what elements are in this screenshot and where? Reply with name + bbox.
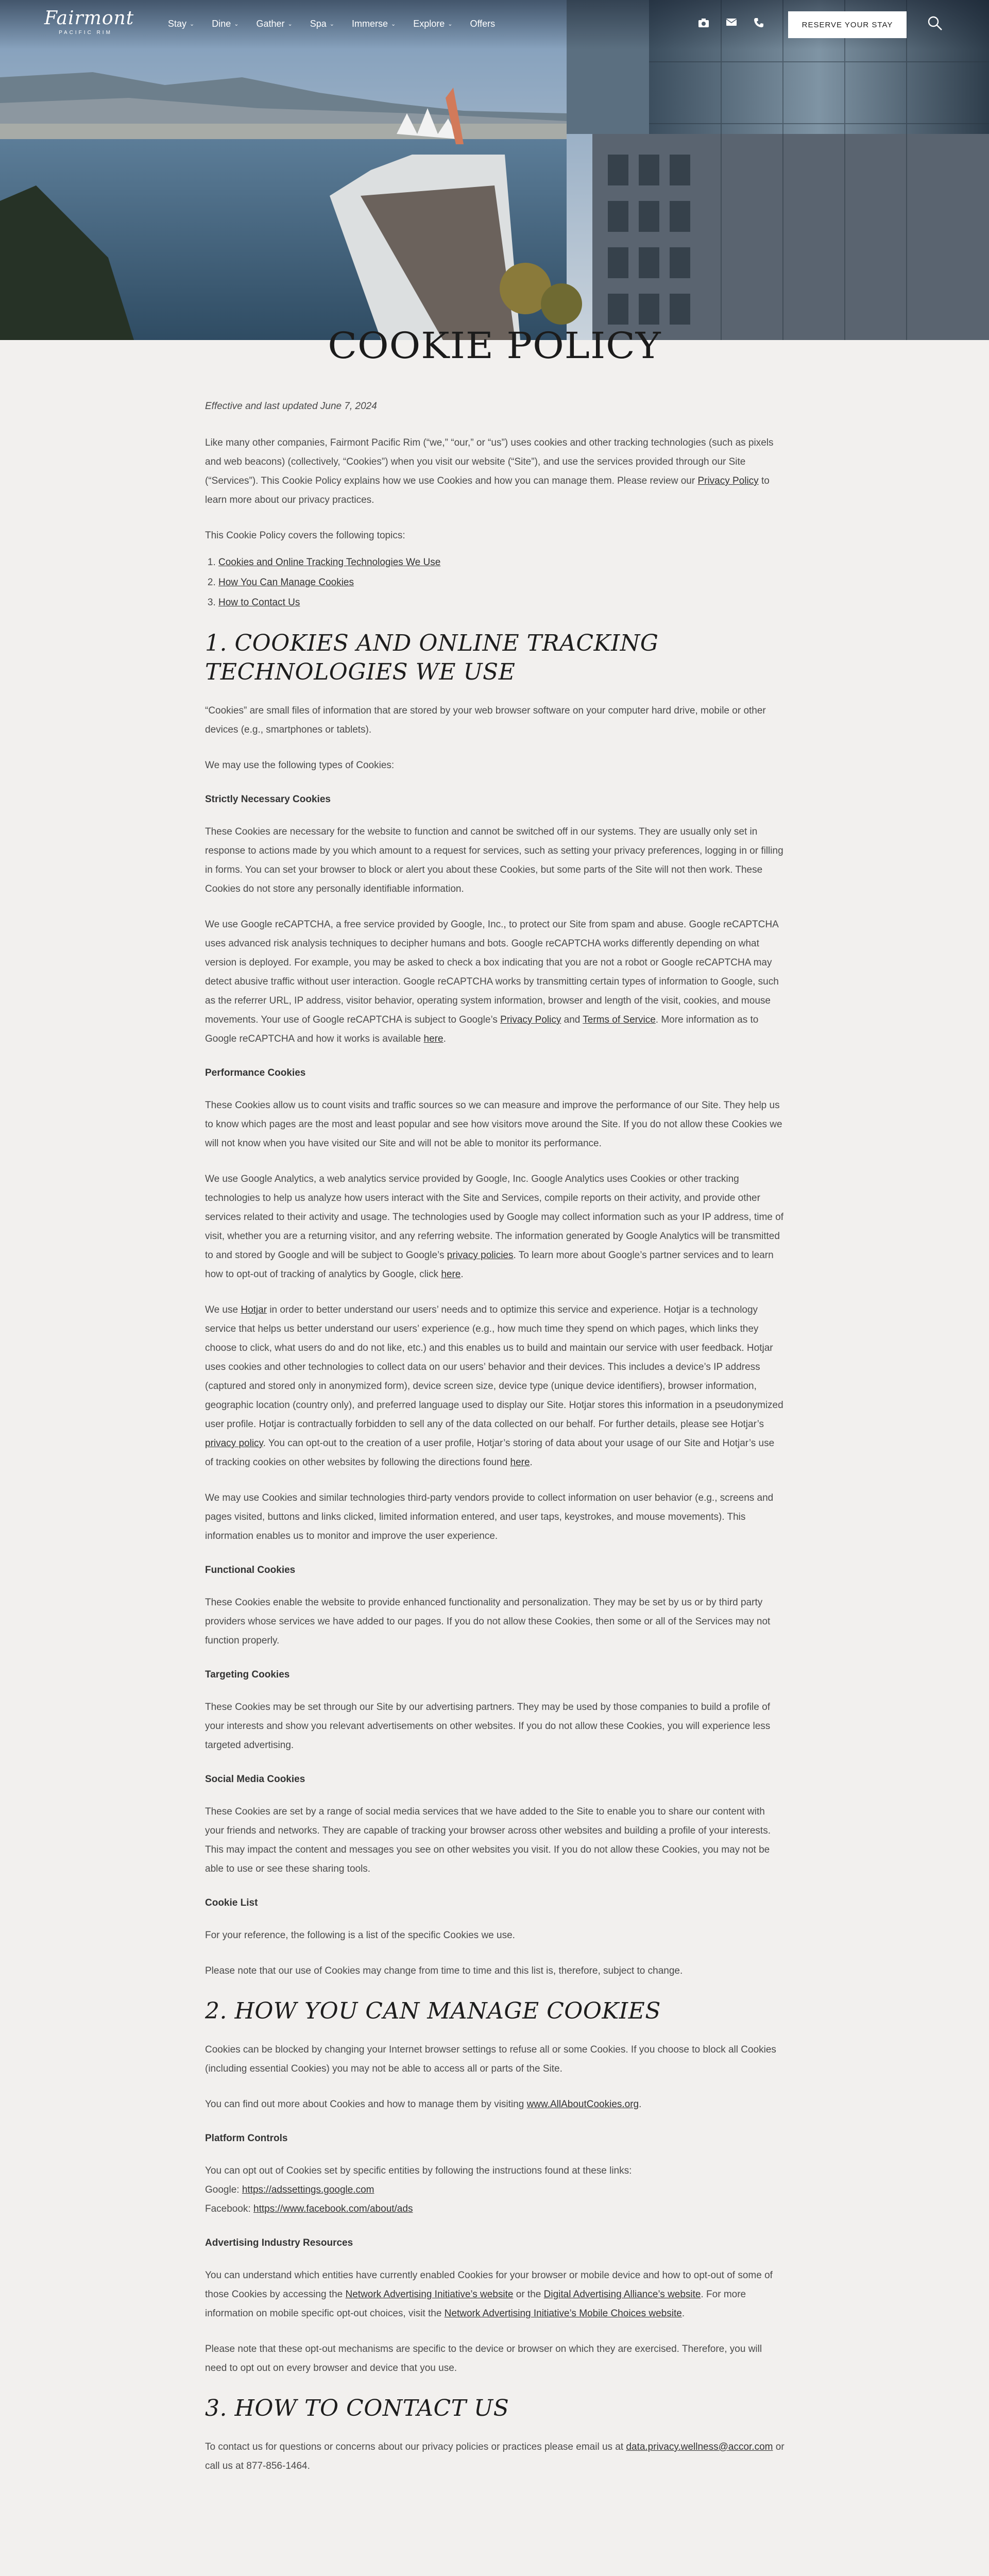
fairmont-logo[interactable]: [44, 8, 134, 41]
chevron-down-icon: ⌄: [448, 21, 453, 27]
nav-item-label: Spa: [310, 19, 327, 29]
hero-image: [0, 0, 989, 340]
nav-item-label: Stay: [168, 19, 187, 29]
nav-item-immerse[interactable]: [352, 19, 396, 29]
chevron-down-icon: ⌄: [234, 21, 239, 27]
main-menu: [168, 19, 513, 29]
paragraph-text: We use: [205, 1304, 241, 1315]
list-item: [218, 572, 785, 592]
nav-item-spa[interactable]: [310, 19, 334, 29]
logo-script: Fairmont: [44, 8, 134, 29]
cookie-list-heading: Cookie List: [205, 1897, 258, 1908]
hotjar-link[interactable]: Hotjar: [241, 1304, 267, 1315]
platform-controls-heading: Platform Controls: [205, 2133, 288, 2144]
section-1-heading: 1. COOKIES AND ONLINE TRACKING TECHNOLOGIES WE USE: [205, 630, 659, 685]
intro-paragraph: [205, 433, 785, 510]
topics-lead: This Cookie Policy covers the following topics:: [205, 530, 405, 541]
google-privacy-policies-link[interactable]: privacy policies: [447, 1250, 514, 1261]
nav-item-offers[interactable]: [470, 19, 495, 29]
paragraph: These Cookies are set by a range of social media services that we have added to the Site to enable you to share our content with your friends and networks. They are capable of tracking your browser across other websites and building a profile of your interests. This may impact the content and messages you see on other websites you visit. If you do not allow these Cookies, you may not be able to use or see these sharing tools.: [205, 1806, 771, 1874]
nav-item-label: Gather: [256, 19, 285, 29]
paragraph-text: or the: [513, 2289, 544, 2300]
google-privacy-policy-link[interactable]: Privacy Policy: [500, 1014, 561, 1025]
targeting-heading: Targeting Cookies: [205, 1669, 290, 1680]
google-label: Google:: [205, 2184, 242, 2195]
topic-link-cookies[interactable]: Cookies and Online Tracking Technologies We Use: [218, 557, 441, 568]
intro-text-end: to learn more about our privacy practices.: [205, 476, 770, 505]
nav-item-explore[interactable]: [413, 19, 452, 29]
policy-content: [205, 397, 785, 2492]
privacy-policy-link[interactable]: Privacy Policy: [697, 476, 759, 486]
topics-list: [205, 552, 785, 613]
paragraph: We may use Cookies and similar technologies third-party vendors provide to collect information on user behavior (e.g., screens and pages visited, buttons and links clicked, limited information entered, and user taps, keystrokes, and mouse movements). This information enables us to monitor and improve the user experience.: [205, 1493, 774, 1541]
nav-item-dine[interactable]: [212, 19, 238, 29]
chevron-down-icon: ⌄: [287, 21, 293, 27]
chevron-down-icon: ⌄: [329, 21, 334, 27]
hotjar-paragraph: We use Hotjar in order to better understand our users’ needs and to optimize this service and experience. Hotjar is a technology service that helps us better understand our users’ experience (e.g., how much time they spend on which pages, which links they choose to click, what users do and do not like, etc.) and this enables us to build and maintain our service with user feedback. Hotjar uses cookies and other technologies to collect data on our users’ behavior and their devices. This includes a device’s IP address (captured and stored only in anonymized form), device screen size, device type (unique device identifiers), browser information, geographic location (country only), and preferred language used to display our Site. Hotjar stores this information in a pseudonymized user profile. Hotjar is contractually forbidden to sell any of the data collected on our behalf. For further details, please see Hotjar’s privacy policy. You can opt-out to the creation of a user profile, Hotjar’s storing of data about your usage of our Site and Hotjar’s use of tracking cookies on other websites by following the directions found here.: [205, 1304, 783, 1468]
paragraph: “Cookies” are small files of information that are stored by your web browser software on your computer hard drive, mobile or other devices (e.g., smartphones or tablets).: [205, 705, 766, 735]
nav-item-label: Explore: [413, 19, 445, 29]
top-navigation: [0, 0, 989, 49]
section-2-heading: 2. HOW YOU CAN MANAGE COOKIES: [205, 1998, 661, 2024]
paragraph-text: . For more information on mobile specific opt-out choices, visit the: [205, 2289, 746, 2319]
recaptcha-here-link[interactable]: here: [423, 1033, 444, 1044]
effective-date: Effective and last updated June 7, 2024: [205, 401, 377, 412]
paragraph: These Cookies may be set through our Site by our advertising partners. They may be used by those companies to build a profile of your interests and show you relevant advertisements on other websites. If you do not allow these Cookies, you will experience less targeted advertising.: [205, 1702, 771, 1751]
strictly-necessary-heading: Strictly Necessary Cookies: [205, 794, 331, 805]
recaptcha-paragraph: We use Google reCAPTCHA, a free service provided by Google, Inc., to protect our Site from spam and abuse. Google reCAPTCHA uses advanced risk analysis techniques to decipher humans and bots. Google reCAPTCHA works differently depending on what version is deployed. For example, you may be asked to check a box indicating that you are not a robot or Google reCAPTCHA may detect abusive traffic without user interaction. Google reCAPTCHA works by transmitting certain types of information to Google, such as the referrer URL, IP address, visitor behavior, operating system information, browser and length of the visit, cookies, and mouse movements. Your use of Google reCAPTCHA is subject to Google’s Privacy Policy and Terms of Service. More information as to Google reCAPTCHA and how it works is available here.: [205, 919, 779, 1044]
paragraph-text: . You can opt-out to the creation of a user profile, Hotjar’s storing of data about your usage of our Site and Hotjar’s use of tracking cookies on other websites by following the directions found: [205, 1438, 775, 1468]
facebook-label: Facebook:: [205, 2204, 253, 2214]
search-icon[interactable]: [927, 15, 943, 31]
intro-text: Like many other companies, Fairmont Pacific Rim (“we,” “our,” or “us”) uses cookies and other tracking technologies (such as pixels and web beacons) (collectively, “Cookies”) when you visit our website (“Site”), and use the services provided through our Site (“Services”). This Cookie Policy explains how we use Cookies and how you can manage them. Please review our: [205, 437, 774, 486]
paragraph-text: You can find out more about Cookies and how to manage them by visiting: [205, 2099, 527, 2110]
platform-paragraph: [205, 2161, 785, 2218]
nai-website-link[interactable]: Network Advertising Initiative’s website: [345, 2289, 514, 2300]
google-ads-settings-link[interactable]: https://adssettings.google.com: [242, 2184, 374, 2195]
topic-link-contact[interactable]: How to Contact Us: [218, 597, 300, 608]
paragraph-text: . More information as to Google reCAPTCHA and how it works is available: [205, 1014, 759, 1044]
paragraph: Please note that our use of Cookies may change from time to time and this list is, therefore, subject to change.: [205, 1965, 683, 1976]
functional-heading: Functional Cookies: [205, 1565, 296, 1575]
nav-item-stay[interactable]: [168, 19, 194, 29]
performance-heading: Performance Cookies: [205, 1067, 306, 1078]
paragraph: For your reference, the following is a list of the specific Cookies we use.: [205, 1930, 515, 1941]
paragraph-text: in order to better understand our users’ needs and to optimize this service and experience. Hotjar is a technology service that helps us better understand our users’ experience (e.g., how much time they spend on which pages, which links they choose to click, what users do and do not like, etc.) and this enables us to build and maintain our service with user feedback. Hotjar uses cookies and other technologies to collect data on our users’ behavior and their devices. This includes a device’s IP address (captured and stored only in anonymized form), device screen size, device type (unique device identifiers), browser information, geographic location (country only), and preferred language used to display our Site. Hotjar stores this information in a pseudonymized user profile. Hotjar is contractually forbidden to sell any of the data collected on our behalf. For further details, please see Hotjar’s: [205, 1304, 783, 1430]
reserve-your-stay-button[interactable]: RESERVE YOUR STAY: [788, 11, 907, 38]
paragraph-text: You can understand which entities have currently enabled Cookies for your browser or mobile device and how to opt-out of some of those Cookies by accessing the: [205, 2270, 773, 2300]
page-title: COOKIE POLICY: [328, 325, 661, 367]
nav-item-label: Offers: [470, 19, 496, 29]
topic-link-manage[interactable]: How You Can Manage Cookies: [218, 577, 354, 588]
nav-icons: [698, 18, 766, 28]
nav-item-gather[interactable]: [257, 19, 293, 29]
paragraph: These Cookies are necessary for the website to function and cannot be switched off in our systems. They are usually only set in response to actions made by you which amount to a request for services, such as setting your privacy preferences, logging in or filling in forms. You can set your browser to block or alert you about these Cookies, but some parts of the Site will not then work. These Cookies do not store any personally identifiable information.: [205, 826, 783, 894]
list-item: [218, 552, 785, 572]
allaboutcookies-paragraph: You can find out more about Cookies and how to manage them by visiting www.AllAboutCookies.org.: [205, 2099, 642, 2110]
social-media-heading: Social Media Cookies: [205, 1774, 305, 1785]
paragraph: These Cookies allow us to count visits and traffic sources so we can measure and improve the performance of our Site. They help us to know which pages are the most and least popular and see how visitors move around the Site. If you do not allow these Cookies we will not know when you have visited our Site and will not be able to monitor its performance.: [205, 1100, 782, 1149]
list-item: [218, 592, 785, 613]
advertising-paragraph: You can understand which entities have currently enabled Cookies for your browser or mobile device and how to opt-out of some of those Cookies by accessing the Network Advertising Initiative’s website or the Digital Advertising Alliance’s website. For more information on mobile specific opt-out choices, visit the Network Advertising Initiative’s Mobile Choices website.: [205, 2270, 773, 2319]
paragraph-text: To contact us for questions or concerns about our privacy policies or practices please email us at: [205, 2442, 626, 2452]
section-3-heading: 3. HOW TO CONTACT US: [205, 2395, 509, 2421]
advertising-resources-heading: Advertising Industry Resources: [205, 2238, 353, 2248]
facebook-ads-link[interactable]: https://www.facebook.com/about/ads: [253, 2204, 413, 2214]
paragraph-text: You can opt out of Cookies set by specific entities by following the instructions found at these links:: [205, 2165, 632, 2176]
phone-icon[interactable]: [754, 18, 766, 28]
paragraph: These Cookies enable the website to provide enhanced functionality and personalization. They may be set by us or by third party providers whose services we have added to our pages. If you do not allow these Cookies, then some or all of the Services may not function properly.: [205, 1597, 771, 1646]
paragraph: Cookies can be blocked by changing your Internet browser settings to refuse all or some Cookies. If you choose to block all Cookies (including essential Cookies) you may not be able to access all or parts of the Site.: [205, 2044, 776, 2074]
paragraph-text: . To learn more about Google’s partner services and to learn how to opt-out of tracking of analytics by Google, click: [205, 1250, 774, 1280]
nav-item-label: Immerse: [352, 19, 388, 29]
nai-mobile-choices-link[interactable]: Network Advertising Initiative’s Mobile Choices website: [444, 2308, 682, 2319]
paragraph: We may use the following types of Cookies:: [205, 760, 395, 771]
harbour-photo: [0, 0, 989, 340]
camera-icon[interactable]: [698, 18, 710, 28]
logo-subtitle: PACIFIC RIM: [59, 30, 112, 36]
allaboutcookies-link[interactable]: www.AllAboutCookies.org: [526, 2099, 639, 2110]
daa-website-link[interactable]: Digital Advertising Alliance’s website: [543, 2289, 701, 2300]
chevron-down-icon: ⌄: [190, 21, 195, 27]
chevron-down-icon: ⌄: [391, 21, 396, 27]
mail-icon[interactable]: [726, 18, 738, 28]
contact-paragraph: [205, 2437, 785, 2476]
paragraph-text: We use Google reCAPTCHA, a free service provided by Google, Inc., to protect our Site from spam and abuse. Google reCAPTCHA uses advanced risk analysis techniques to decipher humans and bots. Google reCAPTCHA works differently depending on what version is deployed. For example, you may be asked to check a box indicating that you are not a robot or Google reCAPTCHA may detect abusive traffic without user interaction. Google reCAPTCHA works by transmitting certain types of information to Google, such as the referrer URL, IP address, visitor behavior, operating system information, browser and length of the visit, cookies, and mouse movements. Your use of Google reCAPTCHA is subject to Google’s: [205, 919, 779, 1025]
google-analytics-paragraph: We use Google Analytics, a web analytics service provided by Google, Inc. Google Analytics uses Cookies or other tracking technologies to help us analyze how users interact with the Site and Services, compile reports on their activity, and provide other services related to their activity and usage. The technologies used by Google may collect information such as your IP address, time of visit, whether you are a returning visitor, and any referring website. The information generated by Google Analytics will be transmitted to and stored by Google and will be subject to Google’s privacy policies. To learn more about Google’s partner services and to learn how to opt-out of tracking of analytics by Google, click here.: [205, 1174, 783, 1280]
hotjar-privacy-policy-link[interactable]: privacy policy: [205, 1438, 263, 1449]
privacy-email-link[interactable]: data.privacy.wellness@accor.com: [626, 2442, 773, 2452]
google-terms-link[interactable]: Terms of Service: [583, 1014, 656, 1025]
hotjar-here-link[interactable]: here: [510, 1457, 530, 1468]
paragraph-text: We use Google Analytics, a web analytics service provided by Google, Inc. Google Analytics uses Cookies or other tracking technologies to help us analyze how users interact with the Site and Services, compile reports on their activity, and provide other services related to their activity and usage. The technologies used by Google may collect information such as your IP address, time of visit, whether you are a returning visitor, and any referring website. The information generated by Google Analytics will be transmitted to and stored by Google and will be subject to Google’s: [205, 1174, 783, 1261]
paragraph: Please note that these opt-out mechanisms are specific to the device or browser on which they are exercised. Therefore, you will need to opt out on every browser and device that you use.: [205, 2344, 762, 2374]
analytics-here-link[interactable]: here: [441, 1269, 461, 1280]
paragraph-text: or call us at 877-856-1464.: [205, 2442, 785, 2471]
paragraph-text: and: [561, 1014, 583, 1025]
nav-item-label: Dine: [212, 19, 231, 29]
